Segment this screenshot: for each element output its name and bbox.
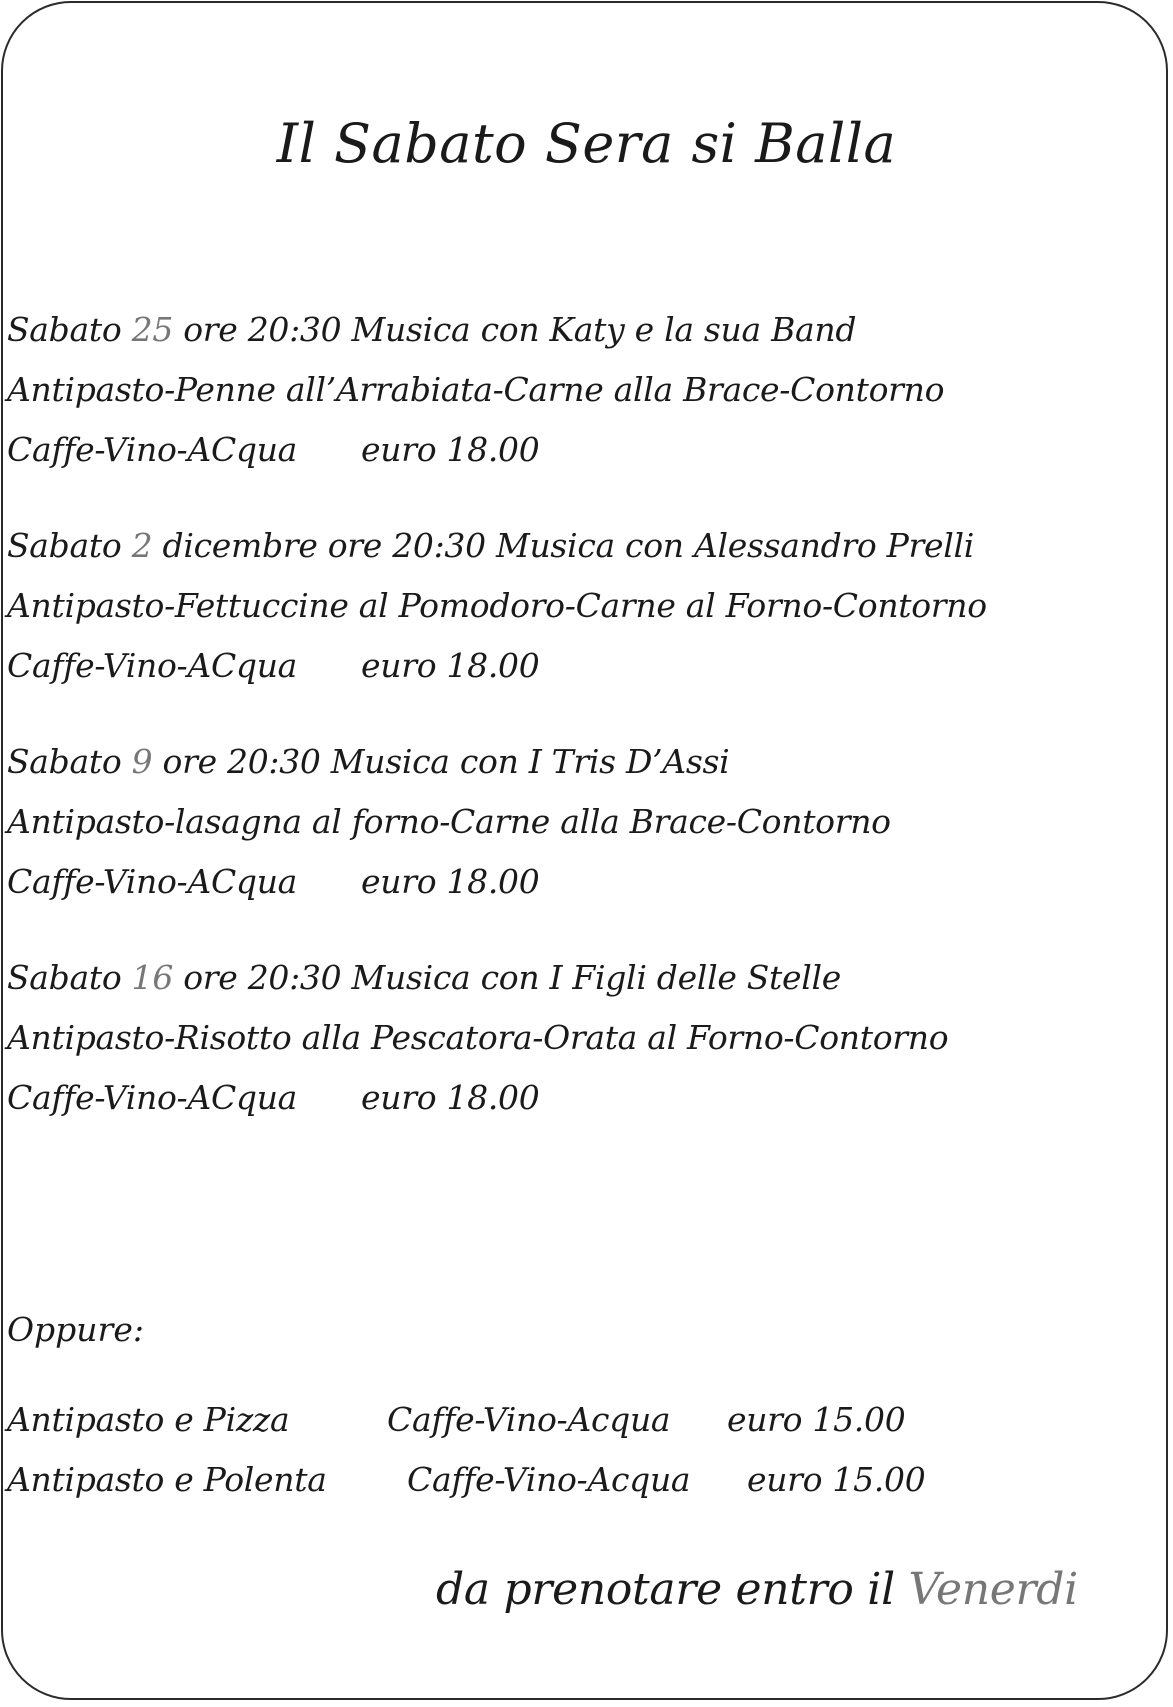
alternative-price: euro 15.00: [727, 1400, 906, 1439]
alternative-extras: Caffe-Vino-Acqua: [407, 1460, 691, 1499]
booking-note-day: Venerdi: [908, 1564, 1078, 1615]
event-extras: Caffe-Vino-ACqua: [7, 862, 298, 901]
event-menu: Antipasto-Risotto alla Pescatora-Orata al Forno-Contorno: [7, 1018, 949, 1057]
alternative-item: [7, 1450, 1157, 1510]
event-extras: Caffe-Vino-ACqua: [7, 1078, 298, 1117]
event-extras: Caffe-Vino-ACqua: [7, 646, 298, 685]
event-day-word: Sabato: [7, 958, 122, 997]
event-headline: [7, 732, 1157, 792]
alternatives-list: [7, 1390, 1157, 1510]
event-price-line: [7, 636, 1157, 696]
event-menu: Antipasto-Penne all’Arrabiata-Carne alla Brace-Contorno: [7, 370, 945, 409]
event-extras: Caffe-Vino-ACqua: [7, 430, 298, 469]
event-day-number: 25: [131, 310, 174, 349]
event-price-line: [7, 1068, 1157, 1128]
event-menu: Antipasto-Fettuccine al Pomodoro-Carne al Forno-Contorno: [7, 586, 987, 625]
page-title: Il Sabato Sera si Balla: [276, 112, 897, 175]
event-1: [7, 300, 1157, 480]
event-day-word: Sabato: [7, 526, 122, 565]
alternative-price: euro 15.00: [747, 1460, 926, 1499]
alternative-dish: Antipasto e Pizza: [7, 1400, 290, 1439]
event-menu: Antipasto-lasagna al forno-Carne alla Brace-Contorno: [7, 802, 891, 841]
event-price-line: [7, 852, 1157, 912]
event-day-number: 16: [131, 958, 174, 997]
event-price: euro 18.00: [361, 1078, 540, 1117]
event-2: [7, 516, 1157, 696]
alternative-dish: Antipasto e Polenta: [7, 1460, 327, 1499]
alternative-item: [7, 1390, 1157, 1450]
event-details: ore 20:30 Musica con I Tris D’Assi: [162, 742, 730, 781]
event-headline: [7, 516, 1157, 576]
event-headline: [7, 300, 1157, 360]
event-day-word: Sabato: [7, 742, 122, 781]
event-details: ore 20:30 Musica con I Figli delle Stelle: [183, 958, 841, 997]
booking-note-text: da prenotare entro il: [436, 1564, 895, 1615]
events-list: [7, 300, 1157, 1164]
event-price-line: [7, 420, 1157, 480]
event-day-word: Sabato: [7, 310, 122, 349]
event-price: euro 18.00: [361, 430, 540, 469]
event-day-number: 9: [131, 742, 153, 781]
oppure-label: Oppure:: [7, 1310, 144, 1349]
alternative-extras: Caffe-Vino-Acqua: [387, 1400, 671, 1439]
booking-note: [436, 1558, 1078, 1622]
event-4: [7, 948, 1157, 1128]
event-day-number: 2: [131, 526, 153, 565]
event-details: ore 20:30 Musica con Katy e la sua Band: [183, 310, 857, 349]
event-3: [7, 732, 1157, 912]
event-headline: [7, 948, 1157, 1008]
event-details: dicembre ore 20:30 Musica con Alessandro Prelli: [162, 526, 974, 565]
event-price: euro 18.00: [361, 862, 540, 901]
event-price: euro 18.00: [361, 646, 540, 685]
